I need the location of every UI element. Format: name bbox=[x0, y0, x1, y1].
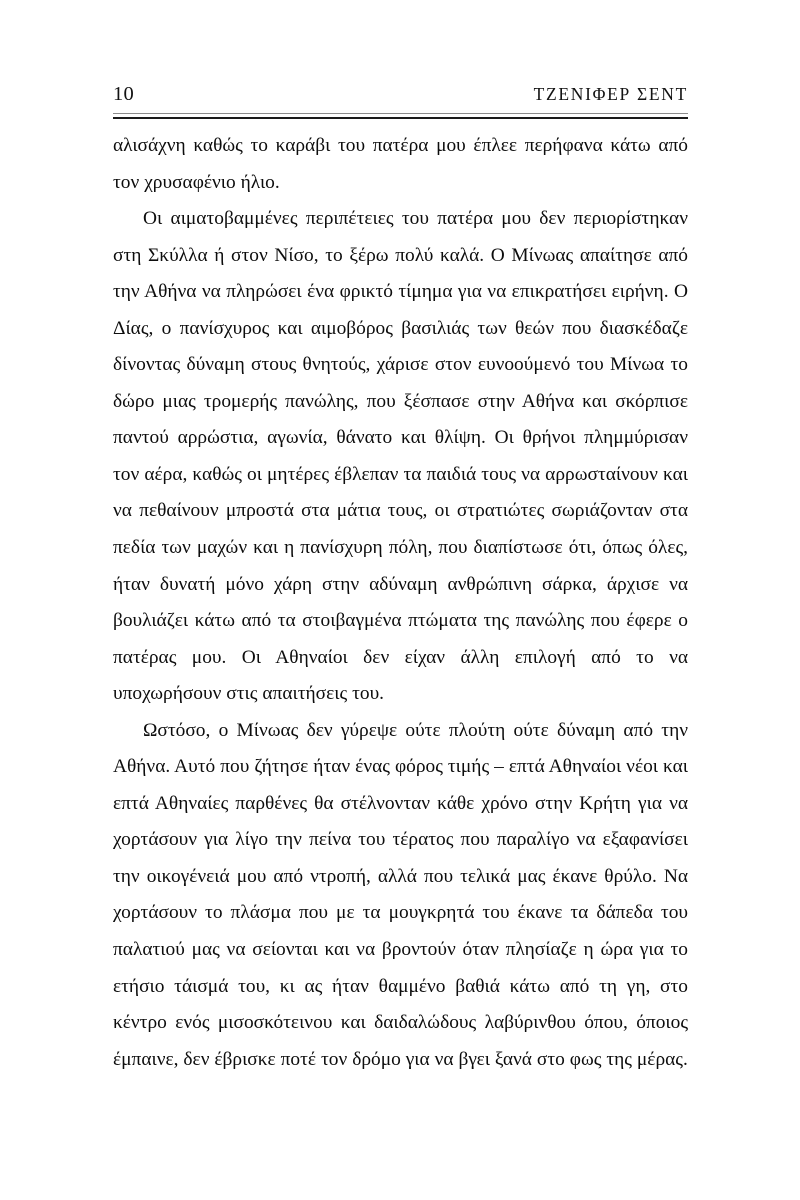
paragraph-continued: αλισάχνη καθώς το καράβι του πατέρα μου έπλεε περήφανα κάτω από τον χρυσαφένιο ήλιο. bbox=[113, 135, 688, 193]
running-head-author: ΤΖΕΝΙΦΕΡ ΣΕΝΤ bbox=[533, 84, 688, 104]
paragraph: Οι αιματοβαμμένες περιπέτειες του πατέρα μου δεν περιορίστηκαν στη Σκύλλα ή στον Νίσο, το ξέρω πολύ καλά. Ο Μίνωας απαίτησε από την Αθήνα να πληρώσει ένα φρικτό τίμημα για να επικρατήσει ειρήνη. Ο Δίας, ο πανίσχυρος και αιμοβόρος βασιλιάς των θεών που διασκέδαζε δίνοντας δύναμη στους θνητούς, χάρισε στον ευνοούμενό του Μίνωα το δώρο μιας τρομερής πανώλης, που ξέσπασε στην Αθήνα και σκόρπισε παντού αρρώστια, αγωνία, θάνατο και θλίψη. Οι θρήνοι πλημμύρισαν τον αέρα, καθώς οι μητέρες έβλεπαν τα παιδιά τους να αρρωσταίνουν και να πεθαίνουν μπροστά στα μάτια τους, οι στρατιώτες σωριάζονταν στα πεδία των μαχών και η πανίσχυρη πόλη, που διαπίστωσε ότι, όπως όλες, ήταν δυνατή μόνο χάρη στην αδύναμη ανθρώπινη σάρκα, άρχισε να βουλιάζει κάτω από τα στοιβαγμένα πτώματα της πανώλης που έφερε ο πατέρας μου. Οι Αθηναίοι δεν είχαν άλλη επιλογή από το να υποχωρήσουν στις απαιτήσεις του. bbox=[113, 208, 688, 705]
running-head bbox=[113, 84, 688, 105]
paragraph: Ωστόσο, ο Μίνωας δεν γύρεψε ούτε πλούτη ούτε δύναμη από την Αθήνα. Αυτό που ζήτησε ήταν ένας φόρος τιμής – επτά Αθηναίοι νέοι και επτά Αθηναίες παρθένες θα στέλνονταν κάθε χρόνο στην Κρήτη για να χορτάσουν για λίγο την πείνα του τέρατος που παραλίγο να εξαφανίσει την οικογένειά μου από ντροπή, αλλά που τελικά μας έκανε θρύλο. Να χορτάσουν το πλάσμα που με τα μουγκρητά του έκανε τα δάπεδα του παλατιού μας να σείονται και να βροντούν όταν πλησίαζε η ώρα για το ετήσιο τάισμά του, κι ας ήταν θαμμένο βαθιά κάτω από τη γη, στο κέντρο ενός μισοσκότεινου και δαιδαλώδους λαβύρινθου όπου, όποιος έμπαινε, δεν έβρισκε ποτέ τον δρόμο για να βγει ξανά στο φως της μέρας. bbox=[113, 719, 688, 1070]
header-divider-thin-line bbox=[113, 113, 688, 114]
header-divider bbox=[113, 113, 688, 121]
body-text-block bbox=[113, 128, 688, 1078]
header-divider-thick-line bbox=[113, 117, 688, 119]
page-number: 10 bbox=[113, 83, 134, 105]
